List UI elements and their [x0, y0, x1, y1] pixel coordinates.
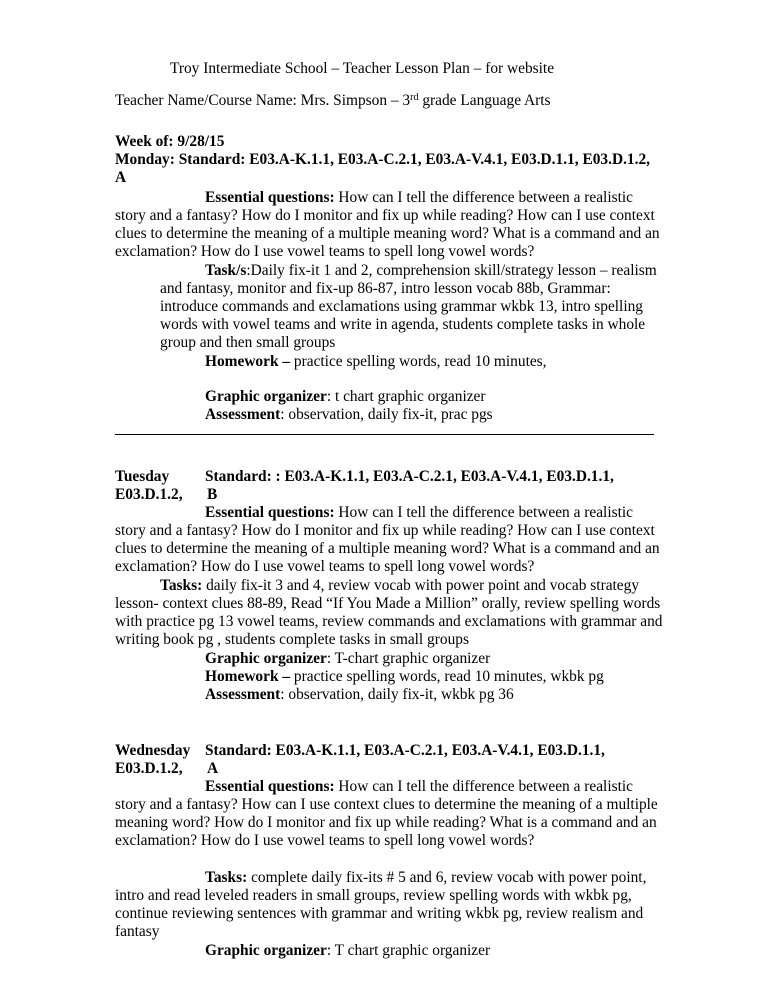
tuesday-standard-line-1 [205, 468, 614, 486]
tuesday-tasks-line-4: writing book pg , students complete tasks in small groups [115, 631, 469, 648]
wednesday-eq-line-2: story and a fantasy? How can I use context clues to determine the meaning of a multiple [115, 796, 658, 813]
monday-standard: Monday: Standard: E03.A-K.1.1, E03.A-C.2.1, E03.A-V.4.1, E03.D.1.1, E03.D.1.2, [115, 151, 651, 168]
tuesday-tasks-line-2: lesson- context clues 88-89, Read “If You Made a Million” orally, review spelling words [115, 595, 661, 612]
wednesday-tasks-line-4: fantasy [115, 923, 160, 940]
teacher-line [115, 92, 551, 110]
monday-homework: Homework – practice spelling words, read 10 minutes, [205, 353, 547, 370]
tuesday-tasks-line-3: with practice pg 13 vowel teams, review commands and exclamations with grammar and [115, 613, 663, 630]
monday-standard-line-2 [115, 169, 126, 187]
wednesday-tasks-line-2: intro and read leveled readers in small groups, review spelling words with wkbk pg, [115, 887, 632, 904]
teacher-prefix: Teacher Name/Course Name: Mrs. Simpson – 3 [115, 92, 411, 109]
monday-eq-label: Essential questions: [205, 189, 335, 206]
monday-tasks-line-3: introduce commands and exclamations using grammar wkbk 13, intro spelling [160, 298, 643, 315]
tuesday-graphic-organizer: Graphic organizer: T-chart graphic organizer [205, 650, 491, 667]
wednesday-tasks-line-3: continue reviewing sentences with grammar and writing wkbk pg, review realism and [115, 905, 644, 922]
wednesday-standard: Standard: E03.A-K.1.1, E03.A-C.2.1, E03.A-V.4.1, E03.D.1.1, [205, 742, 605, 759]
wednesday-day-line-2: E03.D.1.2, [115, 760, 183, 777]
monday-tasks-line-1: Task/s:Daily fix-it 1 and 2, comprehension skill/strategy lesson – realism [205, 262, 657, 279]
wednesday-eq-label: Essential questions: [205, 778, 335, 795]
tuesday-assessment-label: Assessment [205, 686, 281, 703]
tuesday-tasks-label: Tasks: [160, 577, 203, 594]
tuesday-eq-line-3: clues to determine the meaning of a multiple meaning word? What is a command and an [115, 540, 660, 557]
wednesday-day-line-1 [115, 742, 190, 760]
tuesday-standard-line-2: B [207, 486, 218, 503]
tuesday-homework-label: Homework – [205, 668, 294, 685]
wednesday-graphic-organizer: Graphic organizer: T chart graphic organizer [205, 942, 491, 959]
monday-standard-suffix: A [115, 169, 127, 186]
wednesday-eq-line-1: Essential questions: How can I tell the difference between a realistic [205, 778, 633, 795]
wednesday-standard-line-2: A [207, 760, 219, 777]
monday-tasks-line-2: and fantasy, monitor and fix-up 86-87, intro lesson vocab 88b, Grammar: [160, 280, 611, 297]
section-divider [115, 434, 654, 435]
tuesday-label: Tuesday [115, 468, 170, 485]
wednesday-standard-line-1 [205, 742, 605, 760]
monday-tasks-line-5: group and then small groups [160, 334, 336, 351]
monday-graphic-organizer: Graphic organizer: t chart graphic organizer [205, 388, 486, 405]
tuesday-day-line-1 [115, 468, 169, 486]
tuesday-standard: Standard: : E03.A-K.1.1, E03.A-C.2.1, E03.A-V.4.1, E03.D.1.1, [205, 468, 614, 485]
teacher-sup: rd [410, 92, 419, 103]
week-of [115, 133, 224, 151]
wednesday-go-label: Graphic organizer [205, 942, 327, 959]
page-title: Troy Intermediate School – Teacher Lesson Plan – for website [170, 60, 555, 77]
wednesday-tasks-line-1: Tasks: complete daily fix-its # 5 and 6, review vocab with power point, [205, 869, 647, 886]
monday-eq-line-4: exclamation? How do I use vowel teams to spell long vowel words? [115, 243, 535, 260]
wednesday-tasks-label: Tasks: [205, 869, 248, 886]
monday-eq-line-1: Essential questions: How can I tell the difference between a realistic [205, 189, 633, 206]
wednesday-eq-line-4: exclamation? How do I use vowel teams to spell long vowel words? [115, 832, 535, 849]
tuesday-tasks-line-1: Tasks: daily fix-it 3 and 4, review vocab with power point and vocab strategy [160, 577, 640, 594]
monday-assessment-label: Assessment [205, 406, 281, 423]
tuesday-eq-line-2: story and a fantasy? How do I monitor and fix up while reading? How can I use context [115, 522, 655, 539]
monday-standard-line-1 [115, 151, 650, 169]
monday-assessment: Assessment: observation, daily fix-it, prac pgs [205, 406, 493, 423]
monday-go-label: Graphic organizer [205, 388, 327, 405]
tuesday-eq-line-4: exclamation? How do I use vowel teams to spell long vowel words? [115, 558, 535, 575]
tuesday-go-label: Graphic organizer [205, 650, 327, 667]
wednesday-eq-line-3: meaning word? How do I monitor and fix up while reading? What is a command and an [115, 814, 657, 831]
monday-tasks-line-4: words with vowel teams and write in agenda, students complete tasks in whole [160, 316, 646, 333]
tuesday-day-line-2: E03.D.1.2, [115, 486, 183, 503]
wednesday-label: Wednesday [115, 742, 191, 759]
monday-tasks-label: Task/s [205, 262, 247, 279]
teacher-suffix: grade Language Arts [418, 92, 551, 109]
tuesday-eq-label: Essential questions: [205, 504, 335, 521]
tuesday-eq-line-1: Essential questions: How can I tell the difference between a realistic [205, 504, 633, 521]
tuesday-assessment: Assessment: observation, daily fix-it, wkbk pg 36 [205, 686, 514, 703]
tuesday-homework: Homework – practice spelling words, read 10 minutes, wkbk pg [205, 668, 604, 685]
week-label: Week of: 9/28/15 [115, 133, 225, 150]
monday-eq-line-2: story and a fantasy? How do I monitor and fix up while reading? How can I use context [115, 207, 655, 224]
monday-homework-label: Homework – [205, 353, 294, 370]
monday-eq-line-3: clues to determine the meaning of a multiple meaning word? What is a command and an [115, 225, 660, 242]
